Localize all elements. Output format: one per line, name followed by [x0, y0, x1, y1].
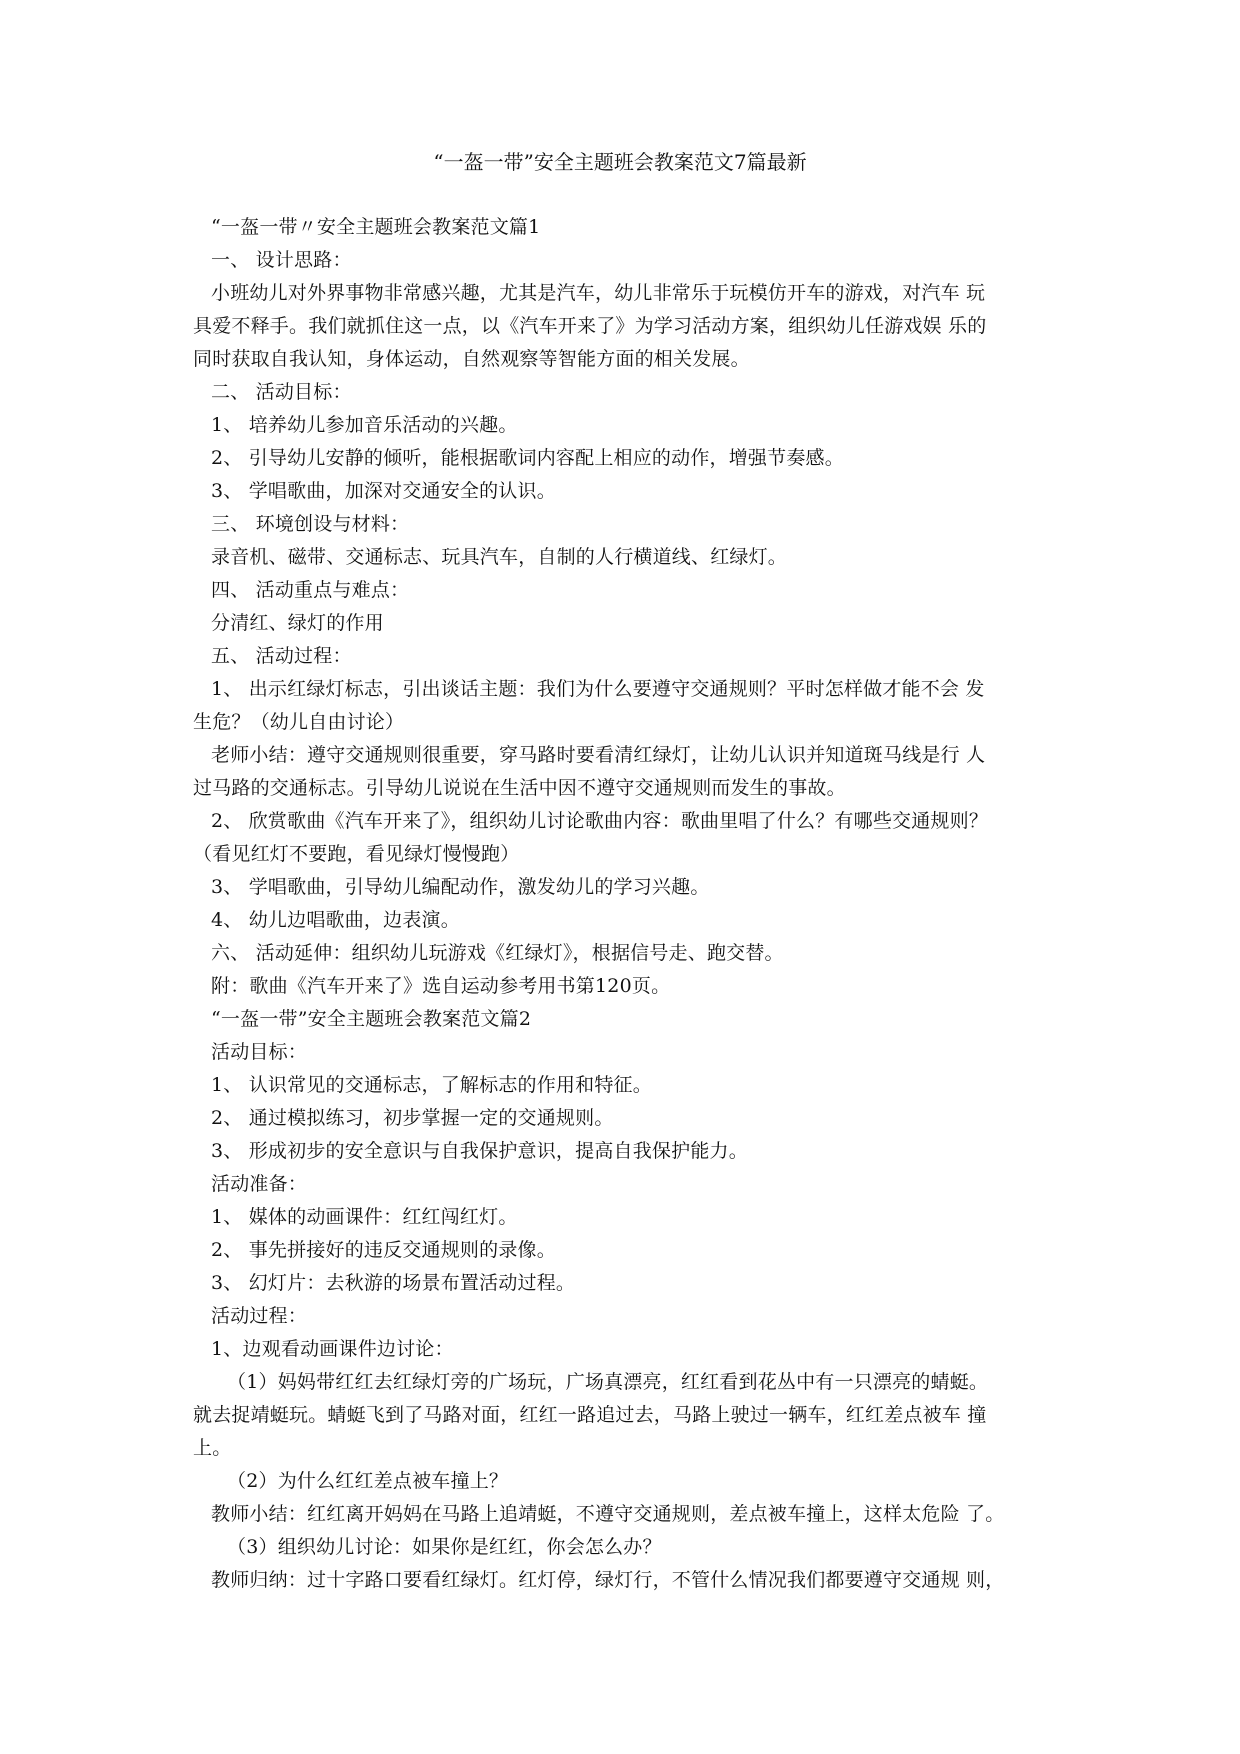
text-line: 老师小结：遵守交通规则很重要，穿马路时要看清红绿灯，让幼儿认识并知道斑马线是行 人 — [211, 744, 986, 766]
text-line: 2、 事先拼接好的违反交通规则的录像。 — [211, 1239, 556, 1261]
text-line: 1、 媒体的动画课件：红红闯红灯。 — [211, 1206, 518, 1228]
text-line: 2、 通过模拟练习，初步掌握一定的交通规则。 — [211, 1107, 614, 1129]
text-line: （1）妈妈带红红去红绿灯旁的广场玩，广场真漂亮，红红看到花丛中有一只漂亮的蜻蜓。 — [227, 1371, 989, 1393]
text-line: 1、 培养幼儿参加音乐活动的兴趣。 — [211, 414, 518, 436]
text-line: 一、 设计思路： — [211, 249, 352, 271]
text-line: 活动准备： — [211, 1173, 308, 1195]
text-line: 具爱不释手。我们就抓住这一点，以《汽车开来了》为学习活动方案，组织幼儿任游戏娱 乐的 — [193, 315, 987, 337]
text-line: 上。 — [193, 1437, 232, 1459]
document-title: “一盔一带”安全主题班会教案范文7篇最新 — [433, 150, 807, 174]
text-line: 3、 形成初步的安全意识与自我保护意识，提高自我保护能力。 — [211, 1140, 748, 1162]
text-line: 同时获取自我认知，身体运动，自然观察等智能方面的相关发展。 — [193, 348, 750, 370]
text-line: （2）为什么红红差点被车撞上？ — [227, 1470, 509, 1492]
text-line: 3、 学唱歌曲，引导幼儿编配动作，激发幼儿的学习兴趣。 — [211, 876, 710, 898]
section-heading: “一盔一带”安全主题班会教案范文篇2 — [211, 1008, 532, 1030]
text-line: 1、 认识常见的交通标志，了解标志的作用和特征。 — [211, 1074, 652, 1096]
text-line: 录音机、磁带、交通标志、玩具汽车，自制的人行横道线、红绿灯。 — [211, 546, 788, 568]
text-line: 生危？（幼儿自由讨论） — [193, 711, 405, 733]
text-line: 五、 活动过程： — [211, 645, 352, 667]
text-line: 3、 学唱歌曲，加深对交通安全的认识。 — [211, 480, 556, 502]
text-line: 过马路的交通标志。引导幼儿说说在生活中因不遵守交通规则而发生的事故。 — [193, 777, 846, 799]
text-line: 附：歌曲《汽车开来了》选自运动参考用书第120页。 — [211, 975, 671, 997]
text-line: 活动过程： — [211, 1305, 308, 1327]
text-line: 1、边观看动画课件边讨论： — [211, 1338, 454, 1360]
text-line: 2、 欣赏歌曲《汽车开来了》，组织幼儿讨论歌曲内容：歌曲里唱了什么？有哪些交通规则？ — [211, 810, 989, 832]
text-line: 2、 引导幼儿安静的倾听，能根据歌词内容配上相应的动作，增强节奏感。 — [211, 447, 844, 469]
text-line: 小班幼儿对外界事物非常感兴趣，尤其是汽车，幼儿非常乐于玩模仿开车的游戏，对汽车 玩 — [211, 282, 986, 304]
text-line: 四、 活动重点与难点： — [211, 579, 410, 601]
text-line: 二、 活动目标： — [211, 381, 352, 403]
text-line: （看见红灯不要跑，看见绿灯慢慢跑） — [193, 843, 520, 865]
text-line: 教师归纳：过十字路口要看红绿灯。红灯停，绿灯行，不管什么情况我们都要遵守交通规 则， — [211, 1569, 1005, 1591]
text-line: 3、 幻灯片：去秋游的场景布置活动过程。 — [211, 1272, 576, 1294]
text-line: 就去捉靖蜓玩。蜻蜓飞到了马路对面，红红一路追过去，马路上驶过一辆车，红红差点被车 撞 — [193, 1404, 987, 1426]
text-line: 分清红、绿灯的作用 — [211, 612, 384, 634]
text-line: 活动目标： — [211, 1041, 308, 1063]
text-line: 教师小结：红红离开妈妈在马路上追靖蜓，不遵守交通规则，差点被车撞上，这样太危险 了。 — [211, 1503, 1005, 1525]
text-line: 1、 出示红绿灯标志，引出谈话主题：我们为什么要遵守交通规则？平时怎样做才能不会 发 — [211, 678, 985, 700]
text-line: 4、 幼儿边唱歌曲，边表演。 — [211, 909, 460, 931]
text-line: （3）组织幼儿讨论：如果你是红红，你会怎么办？ — [227, 1536, 662, 1558]
text-line: 三、 环境创设与材料： — [211, 513, 410, 535]
text-line: 六、 活动延伸：组织幼儿玩游戏《红绿灯》，根据信号走、跑交替。 — [211, 942, 784, 964]
section-heading: “一盔一带〃安全主题班会教案范文篇1 — [211, 216, 541, 238]
